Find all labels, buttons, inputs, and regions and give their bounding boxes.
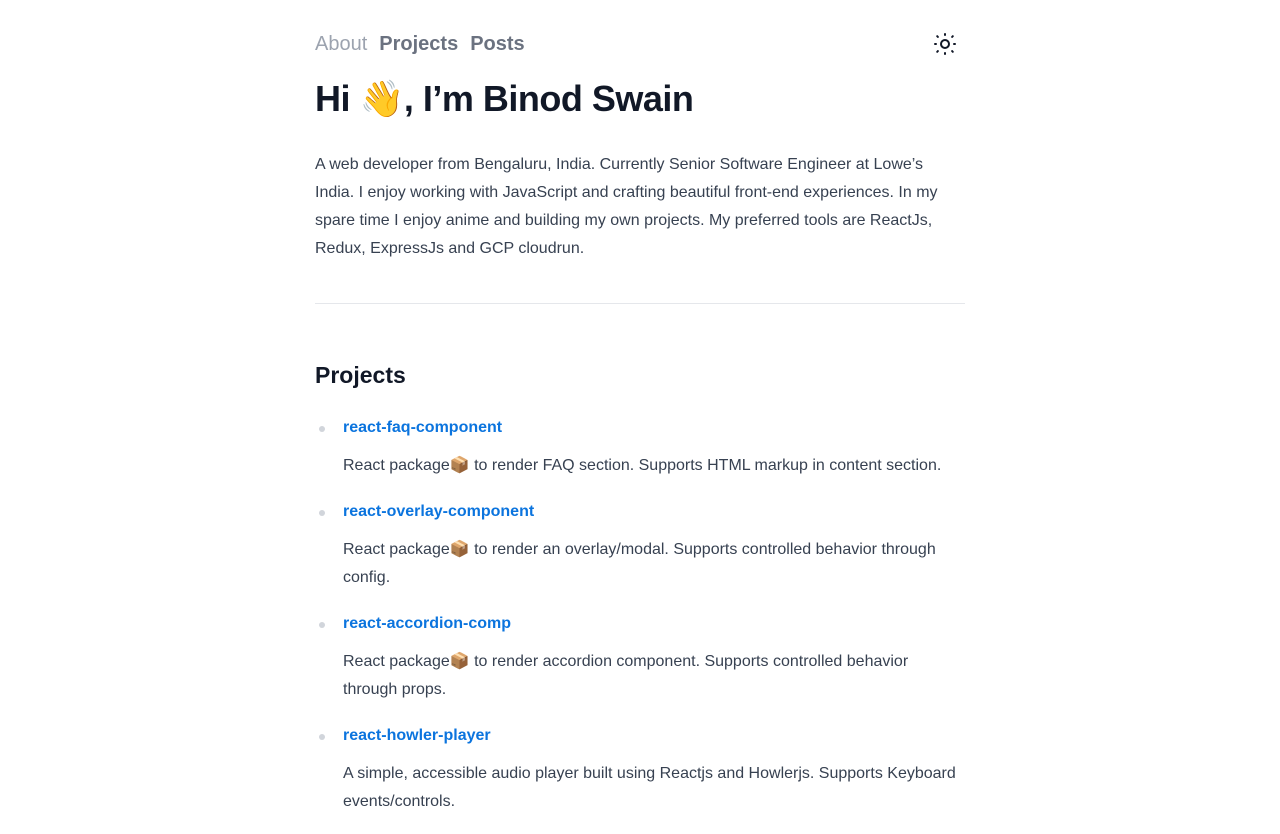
bullet: [319, 734, 325, 740]
project-item: [315, 414, 965, 480]
projects-heading: Projects: [315, 362, 406, 388]
intro-paragraph: A web developer from Bengaluru, India. Currently Senior Software Engineer at Lowe’s India. I enjoy working with JavaScript and crafting beautiful front-end experiences. In my spare time I enjoy anime and building my own projects. My preferred tools are ReactJs, Redux, ExpressJs and GCP cloudrun.: [315, 156, 938, 257]
projects-list: [315, 414, 965, 834]
bullet: [319, 426, 325, 432]
project-link[interactable]: react-faq-component: [343, 419, 503, 436]
project-description: React package📦 to render an overlay/modal. Supports controlled behavior through config.: [343, 541, 936, 586]
project-item: [315, 498, 965, 592]
top-nav: [315, 30, 965, 58]
nav-about-link[interactable]: About: [315, 32, 368, 55]
project-link[interactable]: react-accordion-comp: [343, 615, 512, 632]
bullet: [319, 622, 325, 628]
project-link[interactable]: react-howler-player: [343, 727, 491, 744]
page-title: Hi 👋, I’m Binod Swain: [315, 78, 694, 119]
theme-toggle-sun-icon[interactable]: [933, 32, 957, 56]
project-description: A simple, accessible audio player built using Reactjs and Howlerjs. Supports Keyboard events/controls.: [343, 765, 956, 810]
project-link[interactable]: react-overlay-component: [343, 503, 535, 520]
nav-projects-link[interactable]: Projects: [379, 32, 459, 55]
nav-posts-link[interactable]: Posts: [470, 32, 525, 55]
project-description: React package📦 to render accordion component. Supports controlled behavior through props.: [343, 653, 909, 698]
project-description: React package📦 to render FAQ section. Supports HTML markup in content section.: [343, 457, 942, 474]
project-item: [315, 722, 965, 816]
divider: [315, 303, 965, 304]
bullet: [319, 510, 325, 516]
project-item: [315, 610, 965, 704]
